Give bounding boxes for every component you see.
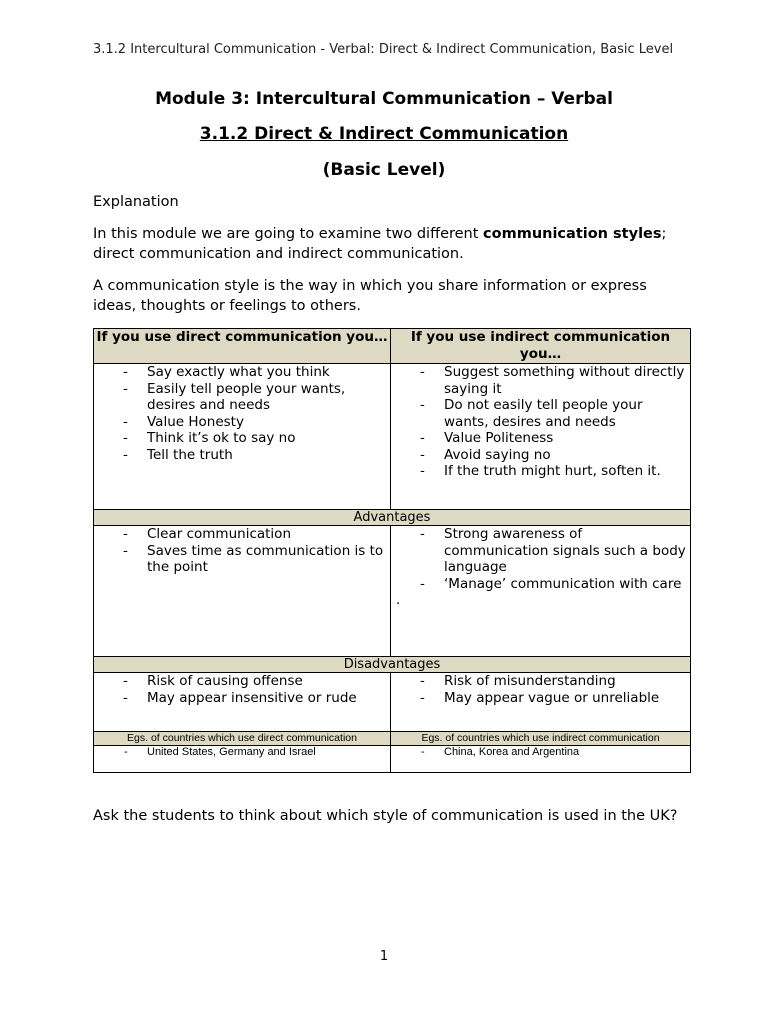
list-item: - Easily tell people your wants, desires and needs — [94, 381, 390, 414]
closing-question: Ask the students to think about which style of communication is used in the UK? — [93, 808, 678, 824]
running-header: 3.1.2 Intercultural Communication - Verbal: Direct & Indirect Communication, Basic Level — [93, 42, 674, 57]
intro-text-after: ; direct communication and indirect communication. — [93, 226, 667, 262]
level-label: (Basic Level) — [322, 160, 446, 180]
examples-band — [94, 732, 691, 746]
list-item: - May appear vague or unreliable — [391, 690, 690, 707]
examples-direct-list — [94, 746, 390, 759]
module-title: Module 3: Intercultural Communication – Verbal — [155, 89, 613, 109]
indirect-advantages-cell — [391, 526, 691, 657]
examples-indirect-list — [391, 746, 690, 759]
direct-advantages-list — [94, 526, 390, 576]
list-item: - Clear communication — [94, 526, 390, 543]
page-number: 1 — [379, 949, 389, 964]
list-item: - Think it’s ok to say no — [94, 430, 390, 447]
definition-paragraph: A communication style is the way in which you share information or express ideas, thoughts or feelings to others. — [93, 278, 647, 314]
disadvantages-label: Disadvantages — [94, 657, 691, 673]
examples-row — [94, 746, 691, 773]
examples-indirect-cell — [391, 746, 691, 773]
indirect-advantages-list — [391, 526, 690, 592]
indirect-traits-list — [391, 364, 690, 480]
traits-row — [94, 364, 691, 510]
examples-indirect-label: Egs. of countries which use indirect communication — [391, 732, 691, 746]
indirect-traits-cell — [391, 364, 691, 510]
direct-disadvantages-cell — [94, 673, 391, 732]
list-item: - China, Korea and Argentina — [391, 746, 690, 759]
intro-text-bold: communication styles — [483, 226, 662, 242]
advantages-band — [94, 510, 691, 526]
list-item: - Risk of causing offense — [94, 673, 390, 690]
disadvantages-band — [94, 657, 691, 673]
comparison-table — [93, 328, 691, 773]
module-subtitle: 3.1.2 Direct & Indirect Communication — [199, 124, 569, 144]
intro-paragraph — [93, 224, 683, 264]
list-item: - Value Politeness — [391, 430, 690, 447]
section-label: Explanation — [93, 194, 179, 210]
list-item: - Strong awareness of communication signals such a body language — [391, 526, 690, 576]
list-item: - Saves time as communication is to the point — [94, 543, 390, 576]
list-item: - Value Honesty — [94, 414, 390, 431]
examples-direct-label: Egs. of countries which use direct communication — [94, 732, 391, 746]
stray-mark: . — [396, 592, 401, 608]
list-item: - May appear insensitive or rude — [94, 690, 390, 707]
indirect-disadvantages-cell — [391, 673, 691, 732]
list-item: - ‘Manage’ communication with care — [391, 576, 690, 593]
examples-direct-cell — [94, 746, 391, 773]
disadvantages-row — [94, 673, 691, 732]
direct-advantages-cell — [94, 526, 391, 657]
direct-traits-cell — [94, 364, 391, 510]
list-item: - Do not easily tell people your wants, desires and needs — [391, 397, 690, 430]
direct-disadvantages-list — [94, 673, 390, 706]
list-item: - Risk of misunderstanding — [391, 673, 690, 690]
table-header-row — [94, 329, 691, 364]
list-item: - Tell the truth — [94, 447, 390, 464]
list-item: - If the truth might hurt, soften it. — [391, 463, 690, 480]
advantages-label: Advantages — [94, 510, 691, 526]
advantages-row — [94, 526, 691, 657]
list-item: - Avoid saying no — [391, 447, 690, 464]
indirect-disadvantages-list — [391, 673, 690, 706]
intro-text-before: In this module we are going to examine two different — [93, 226, 484, 242]
header-direct: If you use direct communication you… — [94, 329, 391, 364]
list-item: - Say exactly what you think — [94, 364, 390, 381]
header-indirect: If you use indirect communication you… — [391, 329, 691, 364]
direct-traits-list — [94, 364, 390, 463]
list-item: - United States, Germany and Israel — [94, 746, 390, 759]
list-item: - Suggest something without directly saying it — [391, 364, 690, 397]
